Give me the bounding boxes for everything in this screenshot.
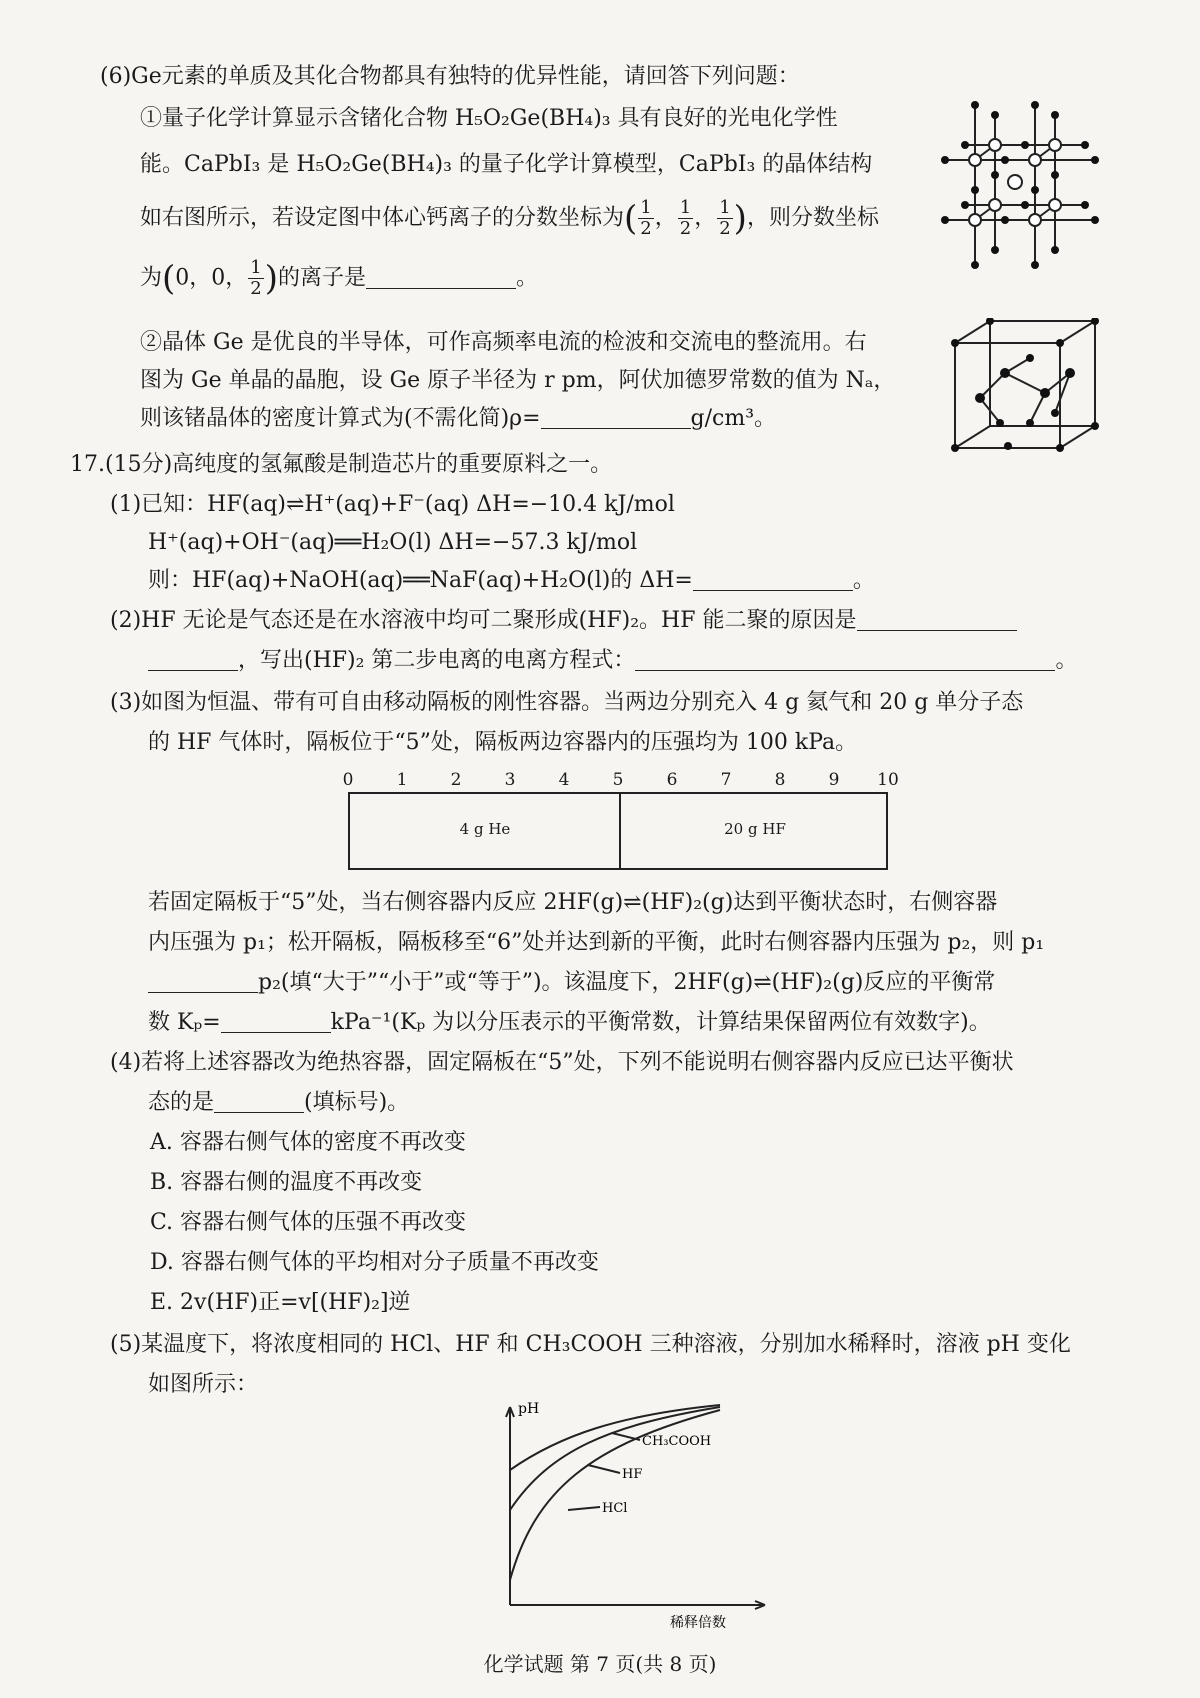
page-footer: 化学试题 第 7 页(共 8 页) — [483, 1652, 717, 1676]
q16-p2-line2: 图为 Ge 单晶的晶胞，设 Ge 原子半径为 r pm，阿伏加德罗常数的值为 Nₐ， — [140, 368, 896, 393]
x-axis-label: 稀释倍数 — [670, 1615, 726, 1631]
left-compartment-label: 4 g He — [459, 820, 511, 838]
q17-s4-line1: (4)若将上述容器改为绝热容器，固定隔板在“5”处，下列不能说明右侧容器内反应已达平衡状 — [110, 1050, 1014, 1075]
answer-blank[interactable] — [541, 406, 691, 429]
ge-unit-cell-figure — [950, 318, 1100, 453]
ruler-tick-label: 5 — [612, 770, 624, 790]
ruler-tick-label: 4 — [558, 770, 570, 790]
option-c: C. 容器右侧气体的压强不再改变 — [150, 1210, 467, 1235]
fraction: $\frac{1}{2}$ — [250, 257, 262, 299]
answer-blank[interactable] — [366, 266, 516, 289]
option-e: E. 2v(HF)正=v[(HF)₂]逆 — [150, 1290, 411, 1315]
q16-p2-line3: 则该锗晶体的密度计算式为(不需化简)ρ= g/cm³。 — [140, 406, 777, 431]
container-box — [348, 792, 888, 870]
ruler-tick-label: 3 — [504, 770, 516, 790]
q17-s3-line1: (3)如图为恒温、带有可自由移动隔板的刚性容器。当两边分别充入 4 g 氦气和 20 g 单分子态 — [110, 690, 1024, 715]
option-a: A. 容器右侧气体的密度不再改变 — [150, 1130, 466, 1155]
ruler-tick-label: 0 — [342, 770, 354, 790]
q16-p2-line1: ②晶体 Ge 是优良的半导体，可作高频率电流的检波和交流电的整流用。右 — [140, 330, 867, 355]
label-ch3cooh: CH₃COOH — [642, 1434, 712, 1449]
ruler-tick-label: 8 — [774, 770, 786, 790]
fraction: $\frac{1}{2}$ — [679, 197, 692, 239]
fraction: $\frac{1}{2}$ — [719, 197, 731, 239]
q16-intro: (6)Ge元素的单质及其化合物都具有独特的优异性能，请回答下列问题： — [100, 64, 800, 89]
q16-p1-line3: 如右图所示，若设定图中体心钙离子的分数坐标为( $\frac{1}{2}$ ， $\frac{1}{2}$ ， $\frac{1}{2}$ )，则分数坐标 — [140, 197, 879, 239]
q17-s1-line1: (1)已知：HF(aq)⇌H⁺(aq)+F⁻(aq) ΔH=−10.4 kJ/mol — [110, 492, 675, 517]
answer-blank[interactable] — [148, 648, 238, 671]
capbi3-crystal-figure — [935, 100, 1105, 270]
q17-header: 17.(15分)高纯度的氢氟酸是制造芯片的重要原料之一。 — [70, 452, 613, 477]
answer-blank[interactable] — [635, 648, 1055, 671]
q16-p1-line4: 为(0，0， $\frac{1}{2}$ )的离子是 。 — [140, 257, 539, 299]
q17-s3-line6: 数 Kₚ= kPa⁻¹(Kₚ 为以分压表示的平衡常数，计算结果保留两位有效数字)。 — [148, 1010, 991, 1035]
answer-blank[interactable] — [693, 568, 853, 591]
label-hcl: HCl — [602, 1501, 628, 1516]
y-axis-label: pH — [518, 1401, 540, 1417]
ruler-tick-label: 9 — [828, 770, 840, 790]
partition — [619, 794, 621, 868]
label-hf: HF — [622, 1467, 643, 1482]
ruler-tick-label: 7 — [720, 770, 732, 790]
q17-s1-line3: 则：HF(aq)+NaOH(aq)══NaF(aq)+H₂O(l)的 ΔH= 。 — [148, 568, 875, 593]
q17-s1-line2: H⁺(aq)+OH⁻(aq)══H₂O(l) ΔH=−57.3 kJ/mol — [148, 530, 638, 555]
answer-blank[interactable] — [221, 1010, 331, 1033]
q16-p1-line1: ①量子化学计算显示含锗化合物 H₅O₂Ge(BH₄)₃ 具有良好的光电化学性 — [140, 106, 838, 131]
option-b: B. 容器右侧的温度不再改变 — [150, 1170, 423, 1195]
ruler-tick-label: 10 — [877, 770, 899, 790]
ph-dilution-graph — [490, 1395, 790, 1635]
q17-s3-line3: 若固定隔板于“5”处，当右侧容器内反应 2HF(g)⇌(HF)₂(g)达到平衡状态时，右侧容器 — [148, 890, 998, 915]
right-compartment-label: 20 g HF — [724, 820, 786, 838]
option-d: D. 容器右侧气体的平均相对分子质量不再改变 — [150, 1250, 599, 1275]
ruler-tick-label: 1 — [396, 770, 408, 790]
answer-blank[interactable] — [148, 970, 258, 993]
q17-s5-line2: 如图所示： — [148, 1372, 259, 1397]
q17-s2-line1: (2)HF 无论是气态还是在水溶液中均可二聚形成(HF)₂。HF 能二聚的原因是 — [110, 606, 1017, 636]
q17-s3-line2: 的 HF 气体时，隔板位于“5”处，隔板两边容器内的压强均为 100 kPa。 — [148, 730, 858, 755]
q16-p1-line2: 能。CaPbI₃ 是 H₅O₂Ge(BH₄)₃ 的量子化学计算模型，CaPbI₃ 的晶体结构 — [140, 152, 873, 177]
ruler-tick-label: 2 — [450, 770, 462, 790]
q17-s3-line5: p₂(填“大于”“小于”或“等于”)。该温度下，2HF(g)⇌(HF)₂(g)反应的平衡常 — [148, 968, 995, 998]
q17-s4-line2: 态的是 (填标号)。 — [148, 1090, 410, 1115]
answer-blank[interactable] — [857, 608, 1017, 631]
fraction: $\frac{1}{2}$ — [640, 197, 652, 239]
q17-s2-line2: ，写出(HF)₂ 第二步电离的电离方程式： 。 — [148, 646, 1077, 676]
ruler-ticks — [342, 770, 899, 792]
ruler-tick-label: 6 — [666, 770, 678, 790]
answer-blank[interactable] — [214, 1090, 304, 1113]
q17-s5-line1: (5)某温度下，将浓度相同的 HCl、HF 和 CH₃COOH 三种溶液，分别加水稀释时，溶液 pH 变化 — [110, 1332, 1071, 1357]
q17-s3-line4: 内压强为 p₁；松开隔板，隔板移至“6”处并达到新的平衡，此时右侧容器内压强为 p₂，则 p₁ — [148, 930, 1045, 955]
